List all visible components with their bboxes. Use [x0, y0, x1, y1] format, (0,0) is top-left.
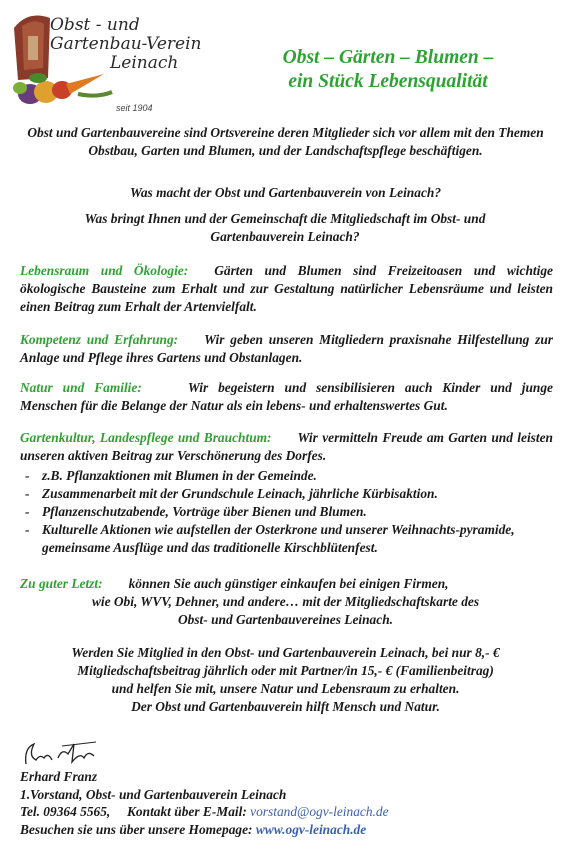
section-text: Gärten und Blumen sind Freizeitoasen und wichtige ökologische Bausteine zum Erhalt und zur Gestaltung natürlicher Lebensräume und leisten einen Beitrag zum Erhalt der Artenvielfalt. [20, 263, 553, 314]
list-item: - Kulturelle Aktionen wie aufstellen der Osterkrone und unserer Weihnachts-pyramide, gemeinsame Ausflüge und das traditionelle Kirschblütenfest. [25, 522, 515, 555]
section-kompetenz [20, 331, 553, 367]
contact-prefix: Tel. 09364 5565, Kontakt über E-Mail: [20, 804, 247, 819]
list-item-text: Pflanzenschutzabende, Vorträge über Bienen und Blumen. [42, 504, 367, 519]
signer-role: 1.Vorstand, Obst- und Gartenbauverein Leinach [20, 786, 287, 802]
logo-line-3: Leinach [110, 53, 179, 73]
logo-line-2: Gartenbau-Verein [50, 34, 202, 54]
section-natur-familie [20, 379, 553, 415]
contact-line [20, 803, 540, 821]
headline-line-1: Obst – Gärten – Blumen – [282, 47, 494, 68]
club-logo [8, 8, 208, 116]
section-text: Wir begeistern und sensibilisieren auch Kinder und junge Menschen für die Belange der Natur als ein lebens- und erhaltenswertes Gut. [20, 380, 553, 413]
headline [238, 46, 538, 94]
section-label: Natur und Familie: [20, 380, 142, 395]
section-lebensraum [20, 262, 553, 316]
activity-list [20, 467, 553, 557]
signature-block [20, 768, 540, 838]
homepage-link[interactable]: www.ogv-leinach.de [255, 821, 367, 837]
list-item-text: Zusammenarbeit mit der Grundschule Leinach, jährliche Kürbisaktion. [42, 486, 438, 501]
last-line-3: Obst- und Gartenbauvereines Leinach. [177, 612, 393, 627]
section-text: Wir vermitteln Freude am Garten und leisten unseren aktiven Beitrag zur Verschönerung des Dorfes. [20, 430, 553, 463]
last-line-1: können Sie auch günstiger einkaufen bei einigen Firmen, [128, 576, 449, 591]
email-link[interactable]: vorstand@ogv-leinach.de [250, 804, 389, 819]
last-line-2: wie Obi, WVV, Dehner, und andere… mit der Mitgliedschaftskarte des [91, 594, 480, 609]
join-appeal [18, 644, 553, 716]
section-label: Gartenkultur, Landespflege und Brauchtum: [20, 430, 272, 445]
last-label: Zu guter Letzt: [20, 576, 103, 591]
web-prefix: Besuchen sie uns über unsere Homepage: [20, 821, 253, 837]
headline-line-2: ein Stück Lebensqualität [288, 71, 488, 92]
logo-line-1: Obst - und [50, 15, 140, 35]
section-label: Kompetenz und Erfahrung: [20, 332, 179, 347]
join-line-4: Der Obst und Gartenbauverein hilft Mensch und Natur. [131, 699, 440, 714]
list-item: - Pflanzenschutzabende, Vorträge über Bienen und Blumen. [25, 504, 367, 519]
question-2: Was bringt Ihnen und der Gemeinschaft die Mitgliedschaft im Obst- und Gartenbauverein Leinach? [84, 211, 486, 244]
signer-name: Erhard Franz [20, 769, 98, 784]
list-item-text: z.B. Pflanzaktionen mit Blumen in der Gemeinde. [42, 468, 317, 483]
join-line-1: Werden Sie Mitglied in den Obst- und Gartenbauverein Leinach, bei nur 8,- € [71, 645, 500, 660]
question-1: Was macht der Obst und Gartenbauverein von Leinach? [129, 185, 442, 200]
join-line-3: und helfen Sie mit, unsere Natur und Lebensraum zu erhalten. [111, 681, 460, 696]
intro-text: Obst und Gartenbauvereine sind Ortsvereine deren Mitglieder sich vor allem mit den Themen Obstbau, Garten und Blumen, und der Landschaftspflege beschäftigen. [27, 125, 544, 158]
list-item: - z.B. Pflanzaktionen mit Blumen in der Gemeinde. [25, 468, 317, 483]
join-line-2: Mitgliedschaftsbeitrag jährlich oder mit Partner/in 15,- € (Familienbeitrag) [77, 663, 494, 678]
section-text: Wir geben unseren Mitgliedern praxisnahe Hilfestellung zur Anlage und Pflege ihres Gartens und Obstanlagen. [20, 332, 553, 365]
logo-since: seit 1904 [116, 103, 153, 113]
handwritten-signature-icon [22, 738, 102, 772]
section-gartenkultur [20, 429, 553, 465]
section-label: Lebensraum und Ökologie: [20, 263, 189, 278]
logo-wordmark [50, 16, 202, 73]
list-item-text: Kulturelle Aktionen wie aufstellen der Osterkrone und unserer Weihnachts-pyramide, gemeinsame Ausflüge und das traditionelle Kirschblütenfest. [42, 522, 515, 555]
last-section [18, 575, 553, 629]
list-item: - Zusammenarbeit mit der Grundschule Leinach, jährliche Kürbisaktion. [25, 486, 438, 501]
web-line [20, 821, 540, 839]
